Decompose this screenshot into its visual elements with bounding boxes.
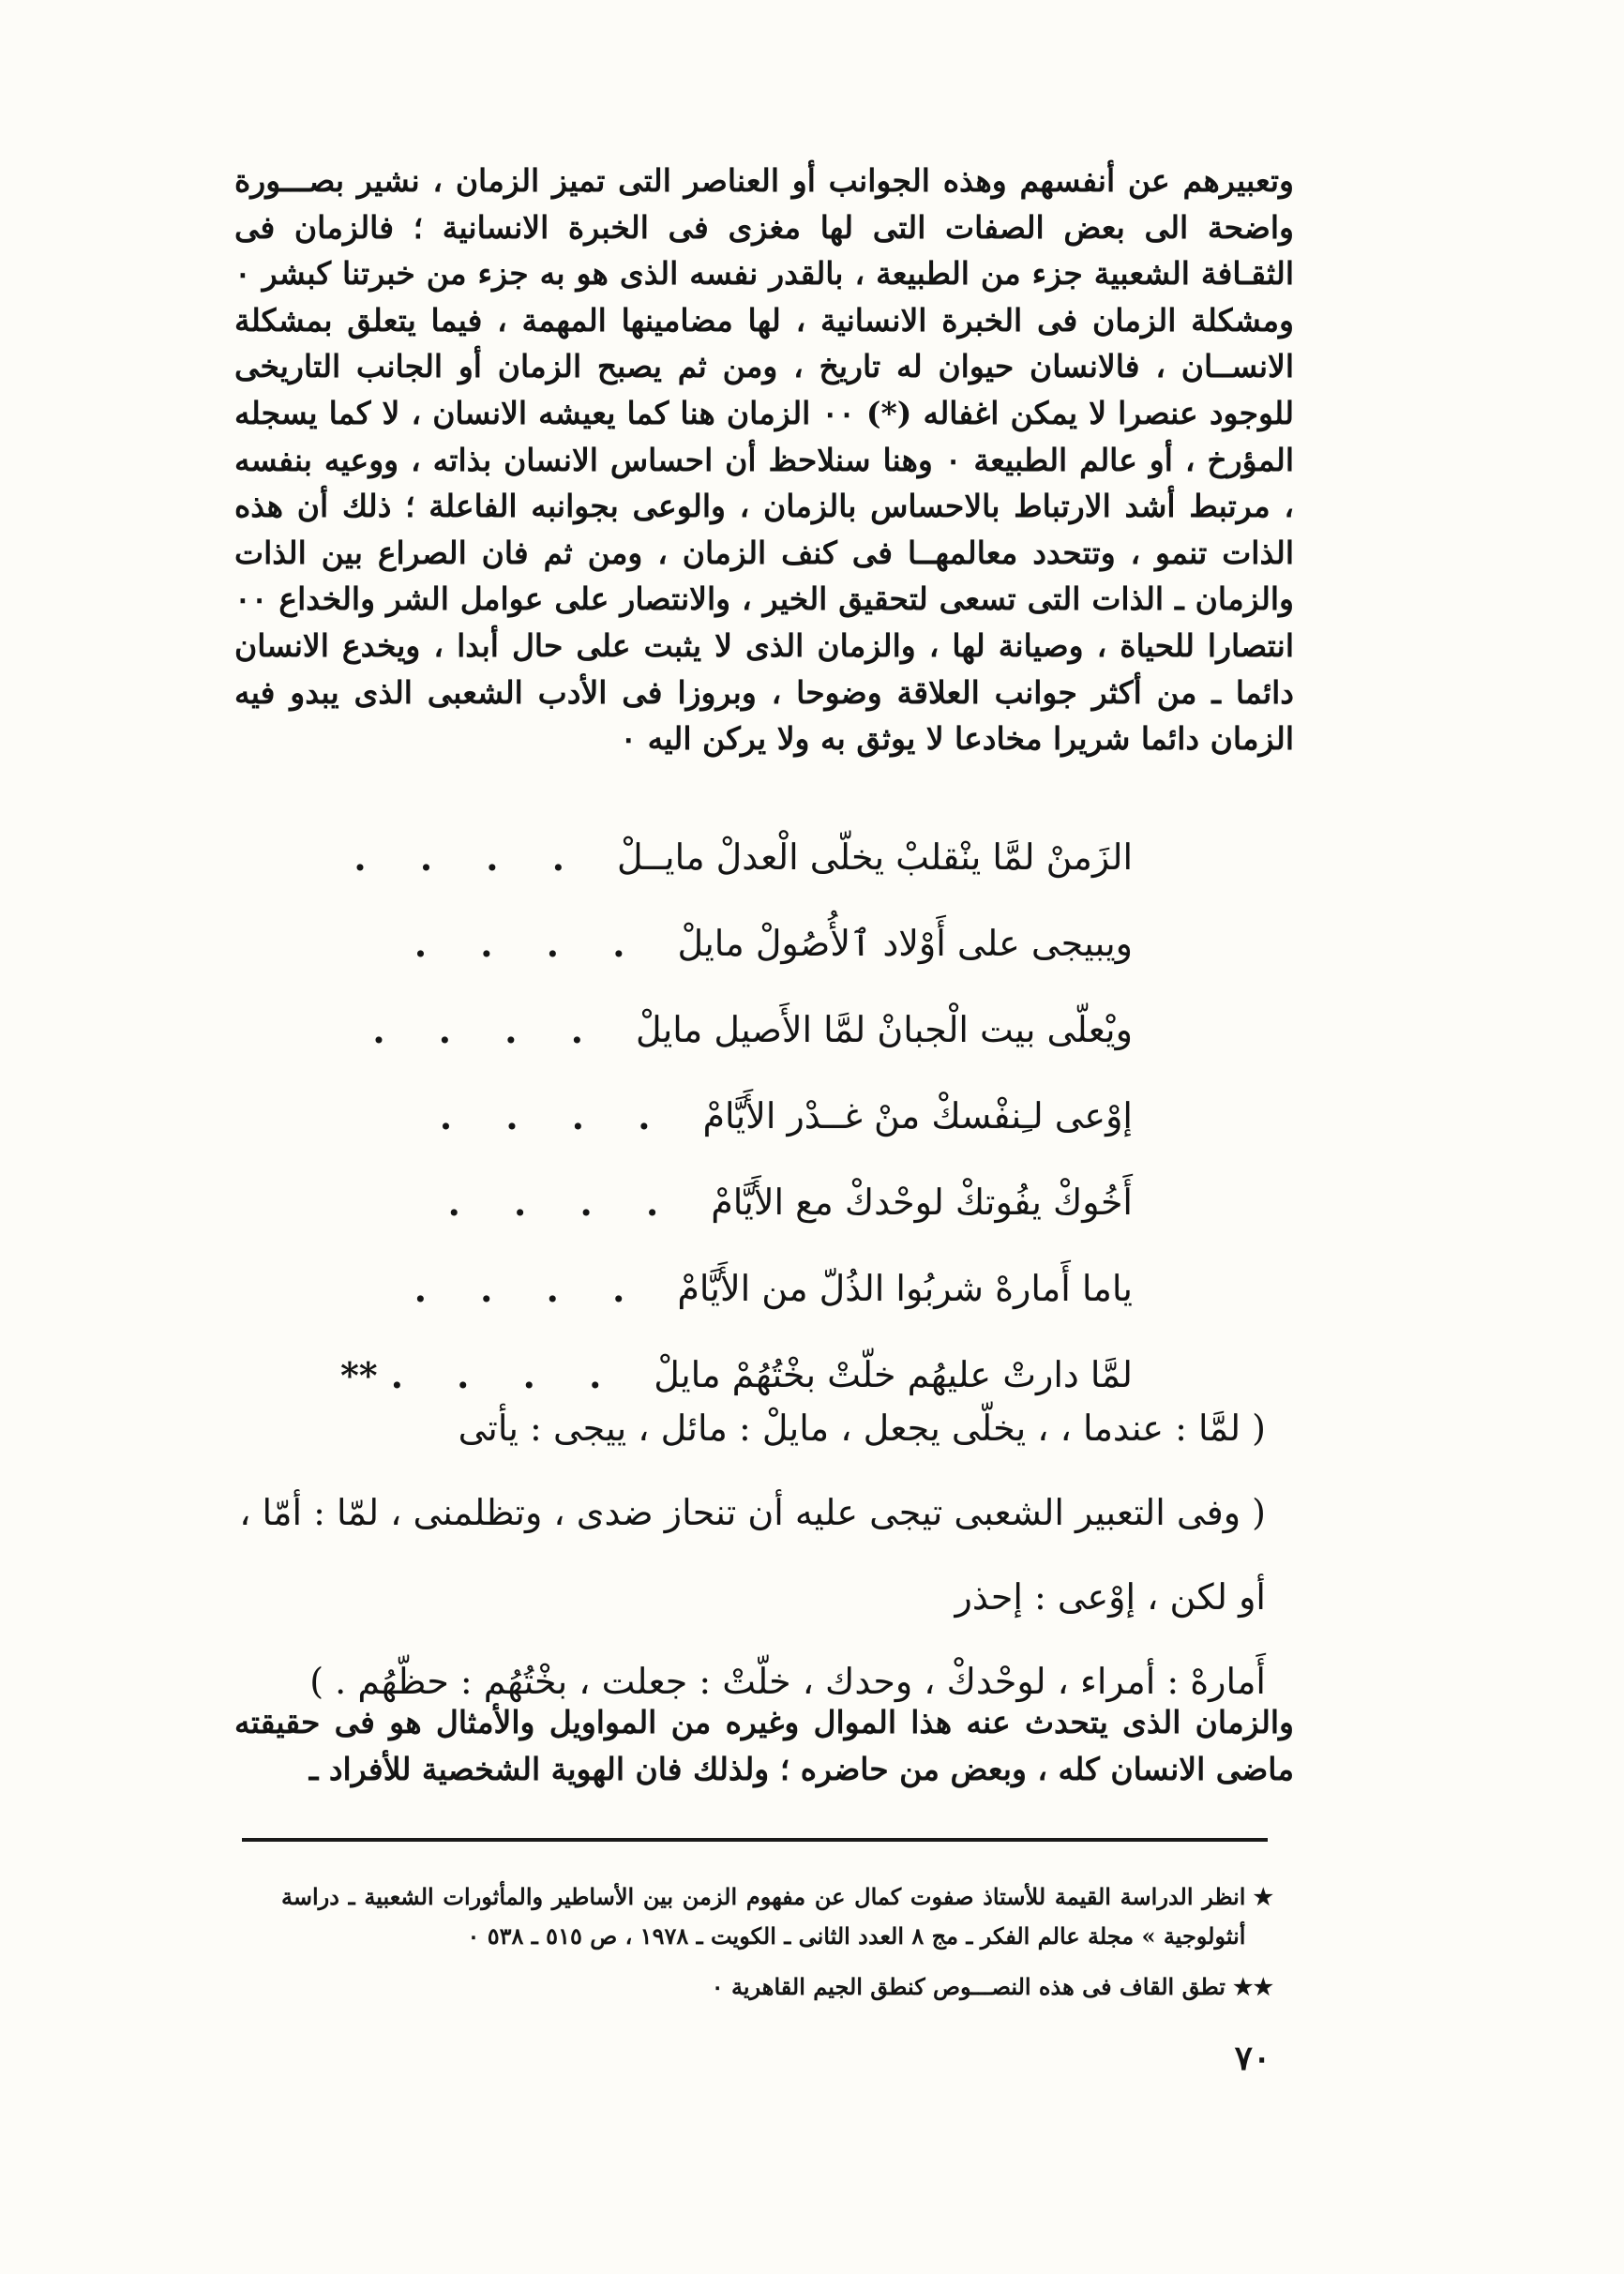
verse-ellipsis: . . . . [390,1353,623,1396]
footnote-text: انظر الدراسة القيمة للأستاذ صفوت كمال عن مفهوم الزمن بين الأساطير والمأثورات الشعبية ـ دراسة أنثولوجية » مجلة عالم الفكر ـ مج ٨ العدد الثانى ـ الكويت ـ ١٩٧٨ ، ص ٥١٥ ـ ٥٣٨ ٠ [281,1883,1246,1950]
glossary-line: ( لمَّا : عندما ، ، يخلّى يجعل ، مايلْ : مائل ، ييجى : يأتى [458,1408,1266,1449]
star-icon: ★ [1253,1883,1273,1910]
verse-text: لمَّا دارتْ عليهُم خلّتْ بخْتُهُمْ مايلْ [654,1354,1133,1395]
mawwal-poem [339,814,1133,1418]
verse-ellipsis: . . . . [447,1181,680,1224]
verse-ellipsis: . . . . [372,1008,604,1051]
paragraph-text: والزمان الذى يتحدث عنه هذا الموال وغيره من المواويل والأمثال هو فى حقيقته ماضى الانسان كله ، وبعض من حاضره ؛ ولذلك فان الهوية الشخصية للأفراد ـ [234,1704,1294,1787]
verse-text: أَخُوكْ يفُوتكْ لوحْدكْ مع الأَيَّامْ [711,1182,1133,1223]
verse-text: ياما أَمارهْ شربُوا الذُلّ من الأَيَّامْ [677,1268,1133,1309]
paragraph-text: وتعبيرهم عن أنفسهم وهذه الجوانب أو العناصر التى تميز الزمان ، نشير بصـــورة واضحة الى بعض الصفات التى لها مغزى فى الخبرة الانسانية ؛ فالزمان فى الثقـافة الشعبية جزء من الطبيعة ، بالقدر نفسه الذى هو به جزء من خبرتنا كبشر ٠ ومشكلة الزمان فى الخبرة الانسانية ، لها مضامينها المهمة ، فيما يتعلق بمشكلة الانســان ، فالانسان حيوان له تاريخ ، ومن ثم يصبح الزمان أو الجانب التاريخى للوجود عنصرا لا يمكن اغفاله (*) ٠٠ الزمان هنا كما يعيشه الانسان ، لا كما يسجله المؤرخ ، أو عالم الطبيعة ٠ وهنا سنلاحظ أن احساس الانسان بذاته ، ووعيه بنفسه ، مرتبط أشد الارتباط بالاحساس بالزمان ، والوعى بجوانبه الفاعلة ؛ ذلك أن هذه الذات تنمو ، وتتحدد معالمهــا فى كنف الزمان ، ومن ثم فان الصراع بين الذات والزمان ـ الذات التى تسعى لتحقيق الخير ، والانتصار على عوامل الشر والخداع ٠٠ انتصارا للحياة ، وصيانة لها ، والزمان الذى لا يثبت على حال أبدا ، ويخدع الانسان دائما ـ من أكثر جوانب العلاقة وضوحا ، وبروزا فى الأدب الشعبى الذى يبدو فيه الزمان دائما شريرا مخادعا لا يوثق به ولا يركن اليه ٠ [234,162,1295,758]
closing-paragraph [234,1699,1294,1793]
verse-ellipsis: . . . . [353,836,585,879]
poem-line [366,1159,1133,1245]
poem-line [366,986,1133,1073]
footnotes [281,1877,1273,2007]
verse-text: الزَمنْ لمَّا ينْقلبْ يخلّى الْعدلْ مايــلْ [617,836,1133,878]
footnote [281,1967,1273,2007]
footnote-marker: ** [339,1353,378,1396]
intro-paragraph [234,158,1294,762]
verse-ellipsis: . . . . [439,1094,671,1137]
glossary-line: أَمارهْ : أمراء ، لوحْدكْ ، وحدك ، خلّتْ : جعلت ، بخْتُهُم : حظّهُم . ) [309,1661,1266,1702]
page-number: ٧٠ [1234,2039,1271,2078]
verse-text: ويْعلّى بيت الْجبانْ لمَّا الأَصيل مايلْ [635,1009,1133,1050]
poem-line [366,900,1133,986]
star-icon: ★★ [1232,1973,1273,2000]
footnote [281,1877,1273,1956]
footnote-text: تطق القاف فى هذه النصـــوص كنطق الجيم القاهرية ٠ [711,1973,1226,2000]
verse-ellipsis: . . . . [414,1267,646,1310]
verse-text: ويبيجى على أَوْلاد ٱلأُصُولْ مايلْ [677,923,1133,964]
glossary-line: أو لكن ، إوْعى : إحذر [955,1576,1266,1618]
poem-line [353,814,1133,900]
glossary [239,1386,1266,1724]
glossary-line: ( وفى التعبير الشعبى تيجى عليه أن تنحاز ضدى ، وتظلمنى ، لمّا : أمّا ، [239,1492,1266,1533]
poem-line [366,1073,1133,1159]
footnote-divider [242,1838,1268,1842]
verse-text: إوْعى لـِنفْسكْ منْ غــدْر الأَيَّامْ [702,1095,1133,1137]
verse-ellipsis: . . . . [414,922,646,965]
poem-line [366,1245,1133,1332]
